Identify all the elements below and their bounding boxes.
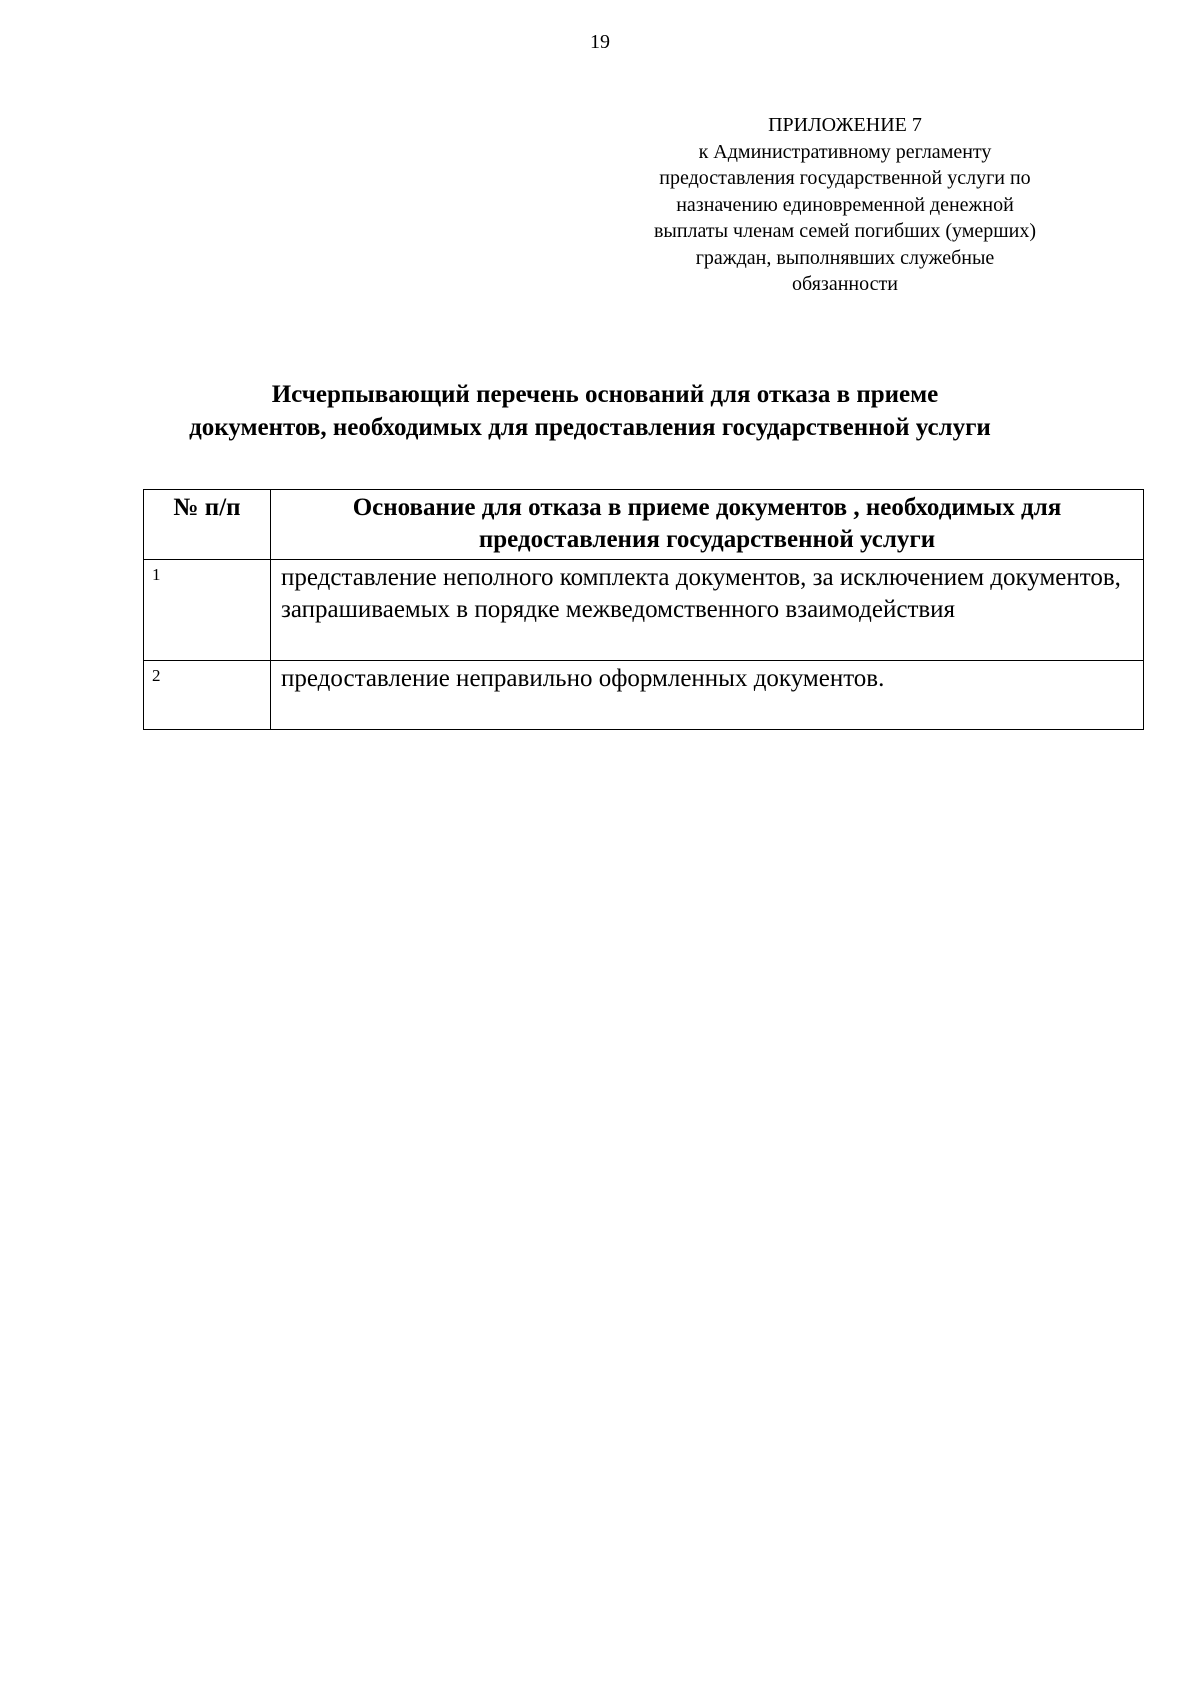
column-header-ground: Основание для отказа в приеме документов , необходимых для предоставления государственной услуги: [271, 490, 1144, 560]
column-header-number: № п/п: [144, 490, 271, 560]
table-row: [144, 661, 1144, 730]
appendix-line: ПРИЛОЖЕНИЕ 7: [768, 114, 922, 136]
document-title: [0, 378, 1200, 444]
appendix-line: обязанности: [792, 273, 898, 295]
row-number: 2: [144, 661, 271, 730]
appendix-line: выплаты членам семей погибших (умерших): [653, 220, 1037, 242]
row-ground-text: предоставление неправильно оформленных документов.: [271, 661, 1144, 730]
row-ground-text: представление неполного комплекта документов, за исключением документов, запрашиваемых в порядке межведомственного взаимодействия: [271, 560, 1144, 661]
grounds-table: [143, 489, 1144, 730]
row-number: 1: [144, 560, 271, 661]
appendix-header: [600, 112, 1090, 298]
appendix-line: предоставления государственной услуги по: [659, 167, 1031, 189]
document-title-line-1: Исчерпывающий перечень оснований для отказа в приеме: [271, 381, 939, 408]
page-number: 19: [590, 31, 610, 53]
appendix-line: назначению единовременной денежной: [676, 193, 1014, 216]
appendix-line: граждан, выполнявших служебные: [695, 246, 995, 269]
table-header-row: [144, 490, 1144, 560]
table-row: [144, 560, 1144, 661]
document-title-line-2: документов, необходимых для предоставления государственной услуги: [189, 414, 991, 441]
appendix-line: к Административному регламенту: [698, 140, 992, 163]
